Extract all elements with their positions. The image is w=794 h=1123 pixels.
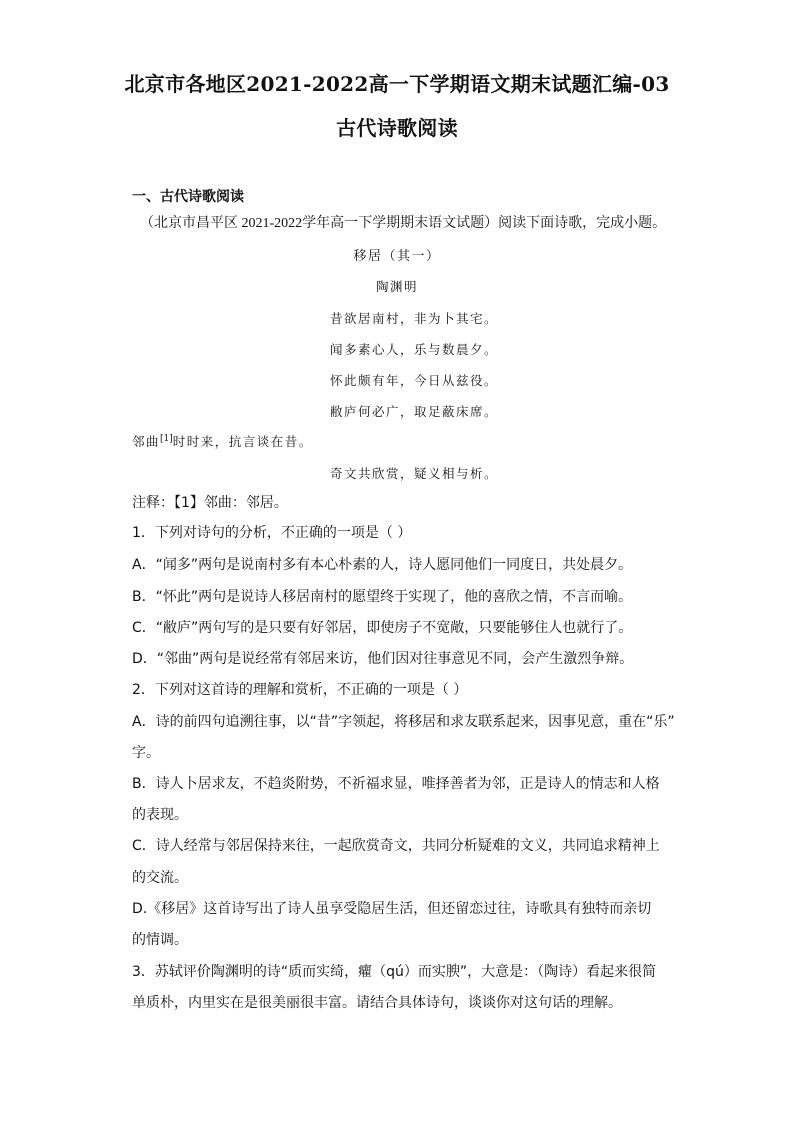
document-title: 北京市各地区2021-2022高一下学期语文期末试题汇编-03 <box>124 72 670 96</box>
question-stem-continued: 单质朴，内里实在是很美丽很丰富。请结合具体诗句，谈谈你对这句话的理解。 <box>132 995 622 1011</box>
question-source: （北京市昌平区 2021-2022学年高一下学期期末语文试题）阅读下面诗歌，完成小题。 <box>140 216 667 231</box>
answer-option: D.《移居》这首诗写出了诗人虽享受隐居生活，但还留恋过往，诗歌具有独特而亲切 <box>132 901 652 917</box>
poem-line: 奇文共欣赏，疑义相与析。 <box>330 466 499 481</box>
answer-option: B．诗人卜居求友，不趋炎附势，不祈福求显，唯择善者为邻，正是诗人的情志和人格 <box>132 776 660 792</box>
answer-option: C．“敝庐”两句写的是只要有好邻居，即使房子不宽敞，只要能够住人也就行了。 <box>132 620 633 636</box>
poem-author: 陶渊明 <box>375 279 418 294</box>
answer-option-continued: 字。 <box>132 745 160 761</box>
poem-title: 移居（其一） <box>353 249 441 264</box>
question-stem: 3．苏轼评价陶渊明的诗“质而实绮，癯（qú）而实腴”，大意是：（陶诗）看起来很简 <box>132 964 657 980</box>
answer-option: D．“邻曲”两句是说经常有邻居来访，他们因对往事意见不同，会产生激烈争辩。 <box>132 651 634 667</box>
answer-option: B．“怀此”两句是说诗人移居南村的愿望终于实现了，他的喜欣之情，不言而喻。 <box>132 589 633 605</box>
answer-option: A．“闻多”两句是说南村多有本心朴素的人，诗人愿同他们一同度日，共处晨夕。 <box>132 557 633 573</box>
poem-text: 邻曲 <box>132 434 161 449</box>
poem-line: 敝庐何必广，取足蔽床席。 <box>330 404 499 419</box>
poem-line: 昔欲居南村，非为卜其宅。 <box>330 311 499 326</box>
footnote-marker: [1] <box>160 433 173 444</box>
section-heading: 一、古代诗歌阅读 <box>132 190 244 205</box>
answer-option-continued: 的情调。 <box>132 932 188 948</box>
footnote: 注释：【1】邻曲：邻居。 <box>132 495 288 511</box>
question-stem: 2．下列对这首诗的理解和赏析，不正确的一项是（ ） <box>132 682 468 698</box>
answer-option: A．诗的前四句追溯往事，以“昔”字领起，将移居和求友联系起来，因事见意，重在“乐” <box>132 714 675 730</box>
answer-option-continued: 的表现。 <box>132 807 188 823</box>
poem-line: 闻多素心人，乐与数晨夕。 <box>330 342 499 357</box>
answer-option: C．诗人经常与邻居保持来往，一起欣赏奇文，共同分析疑难的文义，共同追求精神上 <box>132 838 660 854</box>
document-subtitle: 古代诗歌阅读 <box>336 116 458 140</box>
question-stem: 1．下列对诗句的分析，不正确的一项是（ ） <box>132 525 412 541</box>
poem-line: 怀此颇有年，今日从兹役。 <box>330 373 499 388</box>
answer-option-continued: 的交流。 <box>132 870 188 886</box>
poem-line-with-footnote <box>132 432 313 450</box>
poem-text: 时时来，抗言谈在昔。 <box>172 434 313 449</box>
